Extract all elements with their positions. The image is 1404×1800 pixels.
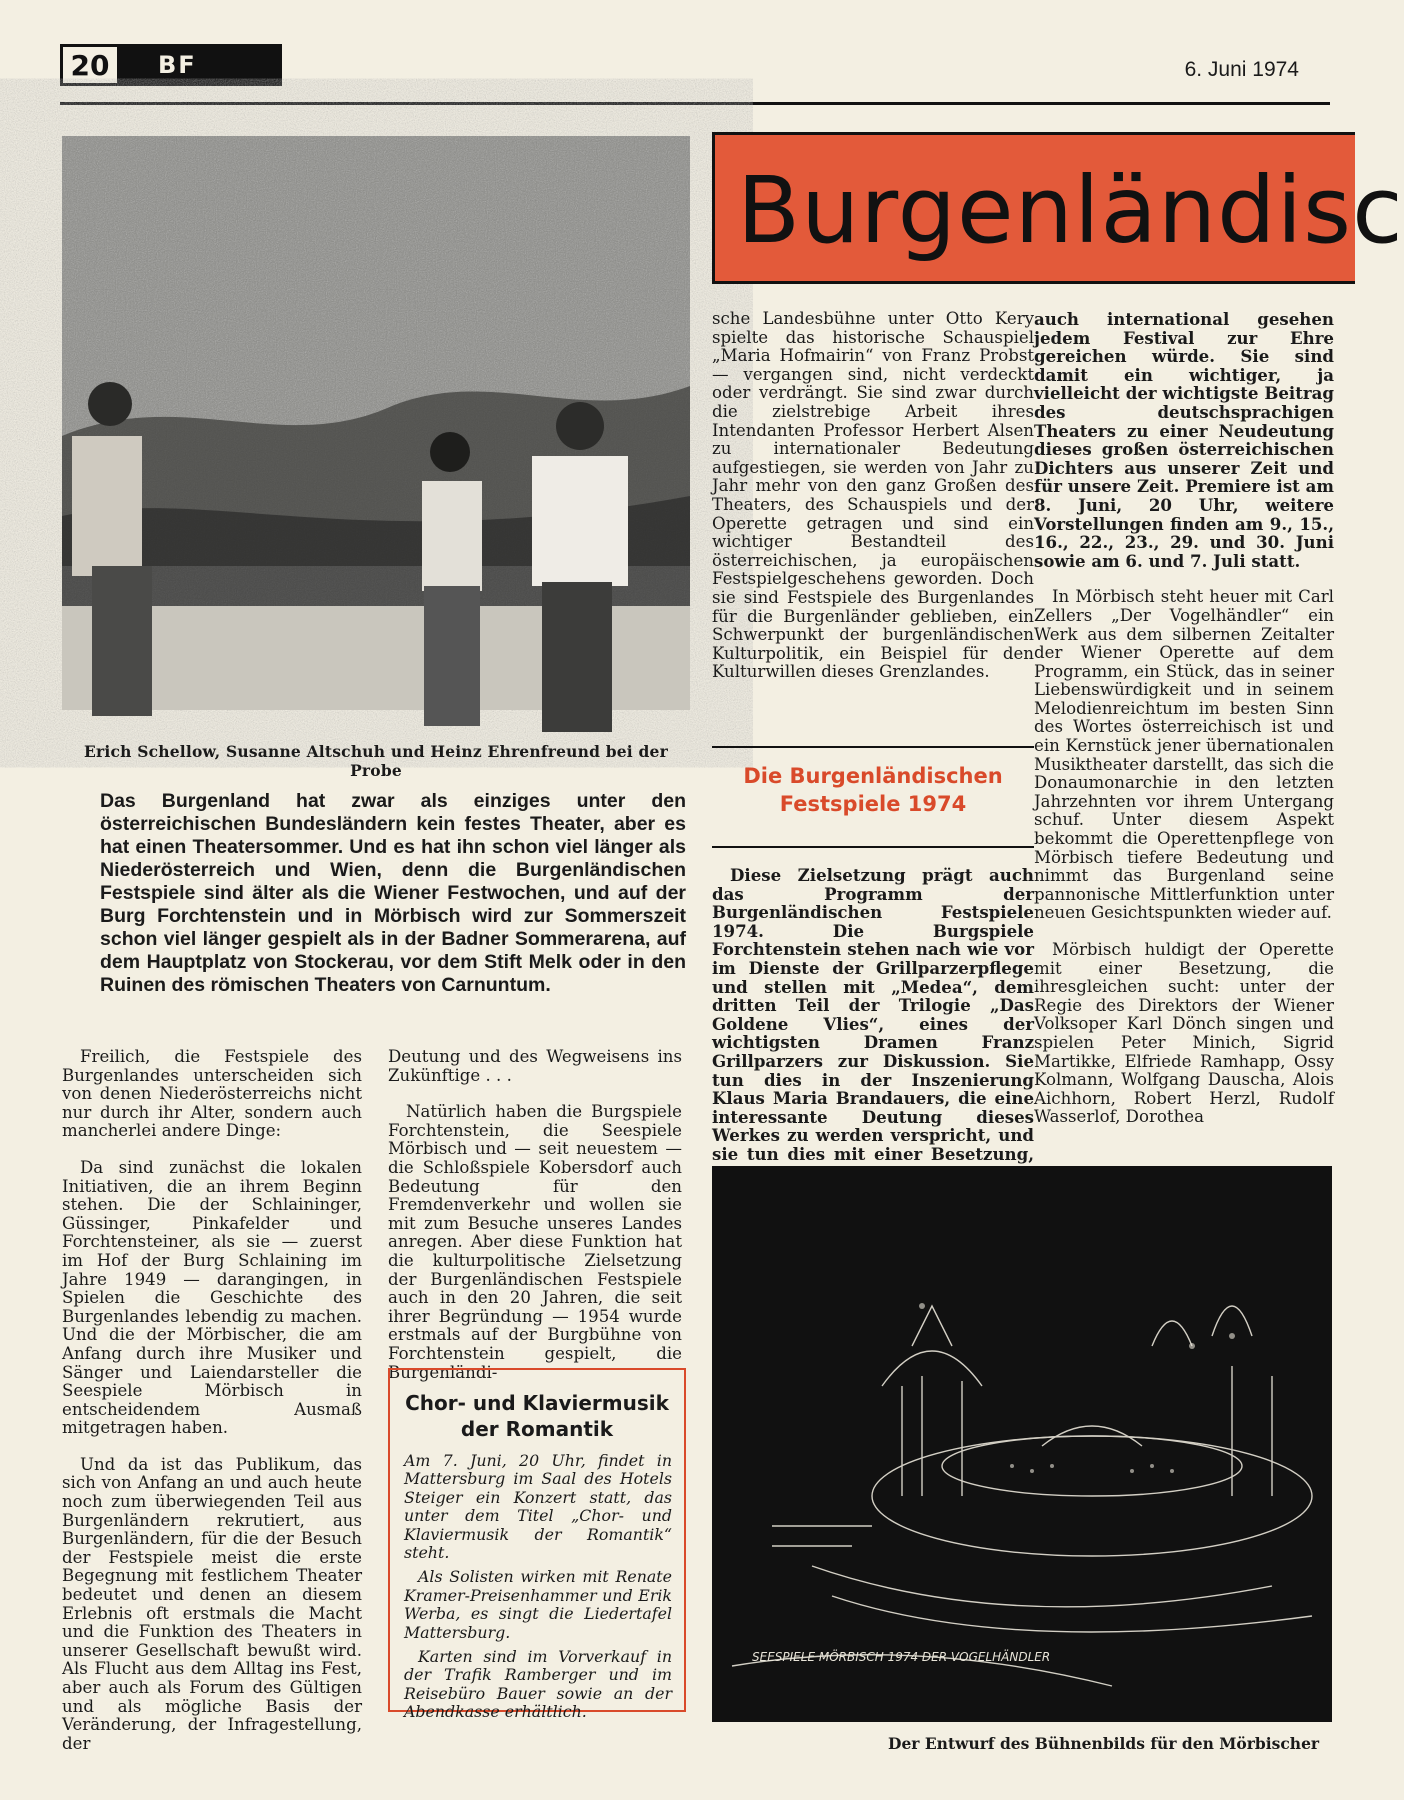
paragraph: In Mörbisch steht heuer mit Carl Zellers „Der Vogelhändler“ ein Werk aus dem silbernen Zeitalter der Wiener Operette auf dem Programm, ein Stück, das in seiner Liebenswürdigkeit und in seinem Melodienreichtum im besten Sinn des Wortes österreichisch ist und ein Kernstück jener übernationalen Musiktheater darstellt, das sich die Donaumonarchie in den letzten Jahrzehnten vor ihrem Untergang schuf. Unter diesem Aspekt bekommt die Operettenpflege von Mörbisch tiefere Bedeutung und nimmt das Burgenland seine pannonische Mittlerfunktion unter neuen Gesichtspunkten wieder auf.: [1034, 587, 1334, 923]
article-column-4: [1034, 310, 1334, 1145]
sketch-inscription: SEESPIELE MÖRBISCH 1974 DER VOGELHÄNDLER: [752, 1650, 1051, 1664]
article-column-3b: [712, 866, 1034, 1200]
box-paragraph: Am 7. Juni, 20 Uhr, findet in Mattersburg im Saal des Hotels Steiger ein Konzert statt, das unter dem Titel „Chor- und Klaviermusik der Romantik“ steht.: [404, 1451, 672, 1563]
paragraph: sche Landesbühne unter Otto Kery spielte das historische Schauspiel „Maria Hofmairin“ von Franz Probst — vergangen sind, nicht verdeckt oder verdrängt. Sie sind zwar durch die zielstrebige Arbeit ihres Intendanten Professor Herbert Alsen zu internationaler Bedeutung aufgestiegen, sie werden von Jahr zu Jahr mehr von den ganz Großen des Theaters, des Schauspiels und der Operette getragen und sind ein wichtiger Bestandteil des österreichischen, ja europäischen Festspielgeschehens geworden. Doch sie sind Festspiele des Burgenlandes für die Burgenländer geblieben, ein Schwerpunkt der burgenländischen Kulturpolitik, ein Beispiel für den Kulturwillen dieses Grenzlandes.: [712, 309, 1034, 682]
issue-date: 6. Juni 1974: [1184, 58, 1299, 81]
paragraph: auch international gesehen jedem Festival zur Ehre gereichen würde. Sie sind damit ein wichtiger, ja vielleicht der wichtigste Beitrag des deutschsprachigen Theaters zu einer Neudeutung dieses großen österreichischen Dichters aus unserer Zeit und für unsere Zeit. Premiere ist am 8. Juni, 20 Uhr, weitere Vorstellungen finden am 9., 15., 16., 22., 23., 29. und 30. Juni sowie am 6. und 7. Juli statt.: [1034, 309, 1334, 571]
paragraph: Da sind zunächst die lokalen Initiativen, die an ihrem Beginn stehen. Die der Schlaininger, Güssinger, Pinkafelder und Forchtensteiner, als sie — zuerst im Hof der Burg Schlaining im Jahre 1949 — darangingen, in Spielen die Geschichte des Burgenlandes lebendig zu machen. Und die der Mörbischer, die am Anfang durch ihre Musiker und Sänger und Laiendarsteller die Seespiele Mörbisch in entscheidendem Ausmaß mitgetragen haben.: [62, 1157, 362, 1438]
headline: Burgenländisc: [737, 157, 1404, 264]
lead-paragraph: Das Burgenland hat zwar als einziges unter den österreichischen Bundesländern kein festes Theater, aber es hat einen Theatersommer. Und es hat ihn schon viel länger als Niederösterreich und Wien, denn die Burgenländischen Festspiele sind älter als die Wiener Festwochen, und auf der Burg Forchtenstein und in Mörbisch wird zur Sommerszeit schon viel länger gespielt als in der Badner Sommerarena, auf dem Hauptplatz von Stockerau, vor dem Stift Melk oder in den Ruinen des römischen Theaters von Carnuntum.: [100, 790, 686, 996]
concert-info-box: [388, 1368, 686, 1722]
paragraph: Diese Zielsetzung prägt auch das Programm der Burgenländischen Festspiele 1974. Die Burgspiele Forchtenstein stehen nach wie vor im Dienste der Grillparzerpflege und stellen mit „Medea“, dem dritten Teil der Trilogie „Das Goldene Vlies“, eines der wichtigsten Dramen Franz Grillparzers zur Diskussion. Sie tun dies in der Inszenierung Klaus Maria Brandauers, die eine interessante Deutung dieses Werkes zu werden verspricht, und sie tun dies mit einer Besetzung,: [712, 865, 1034, 1164]
box-title: Chor- und Klaviermusik der Romantik: [405, 1391, 669, 1441]
subheadline: Die Burgenländischen Festspiele 1974: [743, 764, 1003, 816]
headline-banner: [712, 132, 1404, 284]
subhead-rule-bottom: [712, 846, 1034, 848]
stage-sketch-drawing: [712, 1166, 1332, 1722]
box-paragraph: Als Solisten wirken mit Renate Kramer-Preisenhammer und Erik Werba, es singt die Liedertafel Mattersburg.: [404, 1567, 672, 1642]
box-paragraph: Karten sind im Vorverkauf in der Trafik Ramberger und im Reisebüro Bauer sowie an der Abendkasse erhältlich.: [404, 1647, 672, 1722]
section-label: BF: [158, 51, 197, 79]
page-number-bar: [60, 44, 282, 86]
paragraph: Deutung und des Wegweisens ins Zukünftige . . .: [388, 1047, 682, 1085]
article-column-2: [388, 1048, 682, 1400]
rehearsal-photo-drawing: [62, 136, 690, 710]
paragraph: Mörbisch huldigt der Operette mit einer Besetzung, die ihresgleichen sucht: unter der Regie des Direktors der Wiener Volksoper Karl Dönch singen und spielen Peter Minich, Sigrid Martikke, Elfriede Ramhapp, Ossy Kolmann, Wolfgang Dauscha, Alois Aichhorn, Robert Herzl, Rudolf Wasserlof, Dorothea: [1034, 940, 1334, 1127]
rehearsal-photo: [62, 136, 690, 710]
article-column-4-clip: [1034, 309, 1334, 1140]
subhead-rule-top: [712, 746, 1034, 748]
article-column-1: [62, 1048, 362, 1771]
paragraph: Freilich, die Festspiele des Burgenlandes unterscheiden sich von denen Niederösterreichs nicht nur durch ihr Alter, sondern auch mancherlei andere Dinge:: [62, 1047, 362, 1141]
header-rule: [60, 102, 1330, 105]
stage-design-sketch: [712, 1166, 1332, 1722]
paragraph: Und da ist das Publikum, das sich von Anfang an und auch heute noch zum überwiegenden Teil aus Burgenländern rekrutiert, aus Burgenländern, für die der Besuch der Festspiele meist die erste Begegnung mit festlichem Theater bedeutet und denen an diesem Erlebnis oft erstmals die Macht und die Funktion des Theaters in unserer Gesellschaft bewußt wird. Als Flucht aus dem Alltag ins Fest, aber auch als Forum des Gültigen und als mögliche Basis der Veränderung, der Infragestellung, der: [62, 1454, 362, 1753]
photo-caption: Erich Schellow, Susanne Altschuh und Heinz Ehrenfreund bei der Probe: [84, 742, 668, 780]
page-number: 20: [60, 44, 120, 86]
sketch-caption: Der Entwurf des Bühnenbilds für den Mörbischer: [888, 1734, 1320, 1753]
paragraph: Natürlich haben die Burgspiele Forchtenstein, die Seespiele Mörbisch und — seit neuestem — die Schloßspiele Kobersdorf auch Bedeutung für den Fremdenverkehr und wollen sie mit zum Besuche unseres Landes anregen. Aber diese Funktion hat die kulturpolitische Zielsetzung der Burgenländischen Festspiele auch in den 20 Jahren, die seit ihrer Begründung — 1954 wurde erstmals auf der Burgbühne von Forchtenstein gespielt, die Burgenländi-: [388, 1102, 682, 1382]
article-column-3: [712, 310, 1034, 700]
